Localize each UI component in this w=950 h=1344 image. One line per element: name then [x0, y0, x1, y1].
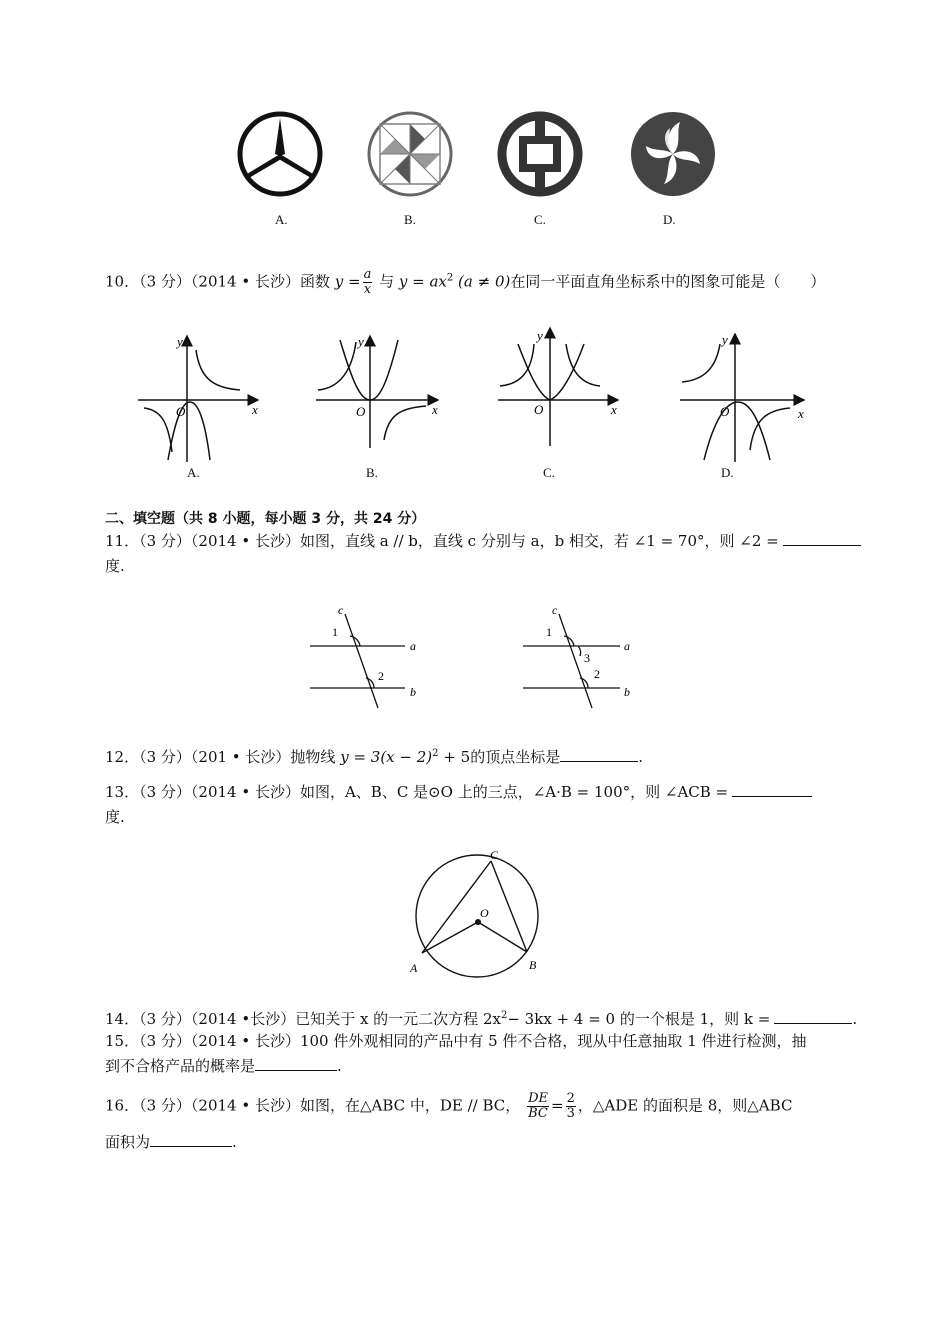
q16-frac2-den: 3 [566, 1106, 575, 1121]
q11-r-1: 1 [546, 625, 552, 639]
q11-figure-left [310, 614, 405, 708]
q16-line2 [105, 1132, 237, 1152]
q9-option-d-label[interactable]: D. [663, 212, 676, 227]
q10-stem [105, 268, 825, 297]
q10-y2: y = ax [398, 272, 447, 291]
q10-c-o: O [534, 402, 544, 417]
q10-b-y: y [358, 334, 364, 349]
q13-text: 13．（3 分）（2014 • 长沙）如图，A、B、C 是⊙O 上的三点，∠A·B = 100°，则 ∠ACB = [105, 783, 729, 801]
q12-formula-tail: + 5 [443, 748, 471, 766]
q12-text: 12．（3 分）（201 • 长沙）抛物线 [105, 748, 336, 766]
q11-line1 [105, 531, 861, 551]
q16-frac2-num: 2 [566, 1091, 575, 1106]
q11-r-a: a [624, 639, 630, 653]
q16-answer-blank[interactable] [150, 1132, 232, 1147]
q14-answer-blank[interactable] [774, 1009, 852, 1024]
q10-graphs [0, 320, 950, 490]
q10-cond: (a ≠ 0) [458, 272, 511, 291]
q13-circle-figure [400, 845, 560, 985]
q11-answer-blank[interactable] [783, 531, 861, 546]
q15-line1: 15．（3 分）（2014 • 长沙）100 件外观相同的产品中有 5 件不合格，现从中任意抽取 1 件进行检测，抽 [105, 1032, 807, 1050]
q15-answer-blank[interactable] [255, 1056, 337, 1071]
q10-d-x: x [798, 406, 804, 421]
section2-title: 二、填空题（共 8 小题，每小题 3 分，共 24 分） [105, 511, 426, 527]
mercedes-star-logo [240, 114, 320, 194]
q12-exp: 2 [432, 748, 439, 759]
q14-end: . [852, 1010, 858, 1028]
q10-c-y: y [537, 328, 543, 343]
q10-d-o: O [720, 404, 730, 419]
q11-text: 11．（3 分）（2014 • 长沙）如图，直线 a // b，直线 c 分别与 a，b 相交，若 ∠1 = 70°，则 ∠2 = [105, 532, 779, 550]
q13-answer-blank[interactable] [732, 782, 812, 797]
q11-figure-right [523, 614, 620, 708]
q11-r-3: 3 [584, 651, 590, 665]
hong-kong-bauhinia-logo [631, 112, 715, 196]
q13-label-b: B [529, 958, 537, 972]
q11-l-c: c [338, 603, 344, 617]
q10-option-c-label[interactable]: C. [543, 465, 555, 480]
q10-number: 10． [105, 272, 140, 291]
q12-formula: y = 3(x − 2) [340, 748, 433, 766]
q10-a-x: x [252, 402, 258, 417]
bank-of-china-logo [502, 114, 578, 194]
q13-label-o: O [480, 906, 489, 920]
q11-r-2: 2 [594, 667, 600, 681]
q10-graph-a[interactable] [138, 336, 258, 462]
q11-r-c: c [552, 603, 558, 617]
q11-figures [0, 600, 950, 715]
q15-text: 到不合格产品的概率是 [105, 1057, 256, 1075]
q16-fraction-2-3 [566, 1092, 576, 1121]
q11-l-b: b [410, 685, 416, 699]
q13-label-c: C [490, 848, 499, 862]
q10-meta: （3 分）（2014 • 长沙）函数 [139, 272, 330, 291]
q14-exp: 2 [500, 1010, 508, 1021]
q12-tail: 的顶点坐标是 [470, 748, 561, 766]
q10-graph-c[interactable] [498, 328, 618, 446]
q10-b-o: O [356, 404, 366, 419]
q9-option-a-label[interactable]: A. [275, 212, 288, 227]
q16-fraction-de-bc [527, 1092, 549, 1121]
q15-line2 [105, 1056, 342, 1076]
q10-c-x: x [611, 402, 617, 417]
q13-line2: 度. [105, 808, 125, 826]
q10-y1-lhs: y = [334, 272, 361, 291]
q10-a-y: y [177, 334, 183, 349]
q10-y2-exp: 2 [446, 272, 454, 284]
q11-l-a: a [410, 639, 416, 653]
q16-eq: = [550, 1096, 564, 1115]
q10-b-x: x [432, 402, 438, 417]
q10-d-y: y [722, 332, 728, 347]
q16-frac1-num: DE [528, 1091, 548, 1106]
q16-line1 [105, 1092, 792, 1121]
q11-r-b: b [624, 685, 630, 699]
q10-option-a-label[interactable]: A. [187, 465, 200, 480]
q13-label-a: A [410, 961, 418, 975]
q15-end: . [337, 1057, 342, 1075]
q16-text: 16．（3 分）（2014 • 长沙）如图，在△ABC 中，DE // BC， [105, 1096, 521, 1115]
q16-frac1-den: BC [528, 1106, 548, 1121]
q14-line [105, 1006, 857, 1029]
q10-option-d-label[interactable]: D. [721, 465, 734, 480]
q9-option-b-label[interactable]: B. [404, 212, 416, 227]
pinwheel-logo [369, 113, 451, 195]
q12-end: . [638, 748, 643, 766]
q10-tail: 在同一平面直角坐标系中的图象可能是（ ） [510, 272, 826, 291]
q10-a-o: O [176, 404, 186, 419]
q10-y1-den: x [363, 282, 372, 297]
q13-line1 [105, 782, 812, 802]
q12-answer-blank[interactable] [560, 747, 638, 762]
q10-y1-num: a [363, 267, 372, 282]
q9-option-c-label[interactable]: C. [534, 212, 546, 227]
q10-graph-b[interactable] [316, 336, 438, 448]
q11-l-1: 1 [332, 625, 338, 639]
q16-line2-text: 面积为 [105, 1133, 151, 1151]
q16-tail: ，△ADE 的面积是 8，则△ABC [577, 1096, 793, 1115]
q14-text: 14．（3 分）（2014 •长沙）已知关于 x 的一元二次方程 2x [105, 1010, 501, 1028]
q16-end: . [232, 1133, 237, 1151]
q14-text2: − 3kx + 4 = 0 的一个根是 1，则 k = [507, 1010, 771, 1028]
q10-option-b-label[interactable]: B. [366, 465, 378, 480]
q11-line2: 度. [105, 557, 125, 575]
q10-graph-d[interactable] [680, 334, 804, 462]
q12-line [105, 744, 643, 767]
q11-l-2: 2 [378, 669, 384, 683]
q9-logos [0, 100, 950, 240]
q10-y1-fraction [363, 268, 373, 297]
q10-mid: 与 [379, 272, 395, 291]
